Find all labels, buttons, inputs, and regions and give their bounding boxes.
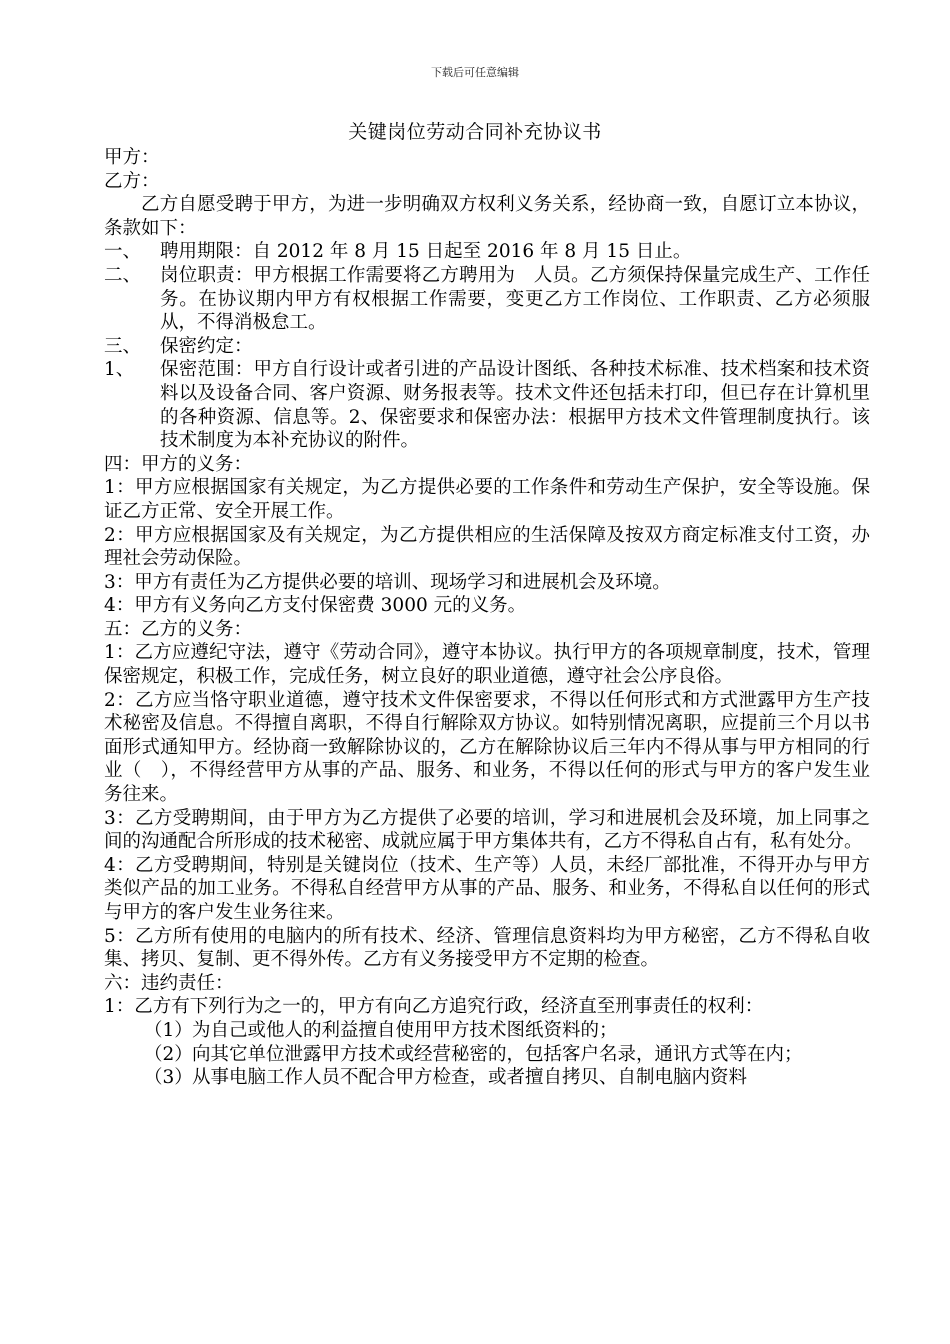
clause-text: 聘用期限：自 2012 年 8 月 15 日起至 2016 年 8 月 15 日止。 [160, 241, 692, 263]
clause-3 [104, 335, 870, 359]
subitem-text: 为自己或他人的利益擅自使用甲方技术图纸资料的； [192, 1019, 618, 1041]
subitem-number: （2） [144, 1043, 193, 1065]
subitem-text: 从事电脑工作人员不配合甲方检查，或者擅自拷贝、自制电脑内资料 [192, 1067, 748, 1089]
intro-paragraph: 乙方自愿受聘于甲方，为进一步明确双方权利义务关系，经协商一致，自愿订立本协议，条款如下： [104, 194, 870, 239]
clause-number: 二、 [104, 264, 142, 286]
section-5-item: 3：乙方受聘期间，由于甲方为乙方提供了必要的培训，学习和进展机会及环境，加上同事之间的沟通配合所形成的技术秘密、成就应属于甲方集体共有，乙方不得私自占有，私有处分。 [104, 807, 870, 853]
section-4-item: 3：甲方有责任为乙方提供必要的培训、现场学习和进展机会及环境。 [104, 571, 671, 593]
document-title: 关键岗位劳动合同补充协议书 [348, 121, 602, 143]
subitem-text: 向其它单位泄露甲方技术或经营秘密的，包括客户名录，通讯方式等在内； [192, 1043, 803, 1065]
section-4-item: 4：甲方有义务向乙方支付保密费 3000 元的义务。 [104, 595, 527, 617]
section-4-item: 2：甲方应根据国家及有关规定，为乙方提供相应的生活保障及按双方商定标准支付工资，办理社会劳动保险。 [104, 524, 870, 570]
section-6-subitem [104, 1066, 870, 1090]
clause-2 [104, 264, 870, 335]
clause-number: 三、 [104, 335, 142, 357]
section-6-item: 1：乙方有下列行为之一的，甲方有向乙方追究行政，经济直至刑事责任的权利： [104, 996, 764, 1018]
section-6-subitem [104, 1043, 870, 1067]
section-4-heading: 四：甲方的义务： [104, 453, 253, 475]
clause-1 [104, 240, 870, 264]
clause-number: 1、 [104, 359, 135, 381]
party-a-line: 甲方： [104, 147, 160, 168]
header-note: 下载后可任意编辑 [431, 66, 519, 79]
clause-text: 岗位职责：甲方根据工作需要将乙方聘用为 人员。乙方须保持保量完成生产、工作任务。在协议期内甲方有权根据工作需要，变更乙方工作岗位、工作职责、乙方必须服从，不得消极怠工。 [160, 264, 870, 334]
subitem-number: （1） [144, 1019, 193, 1041]
section-5-item: 2：乙方应当恪守职业道德，遵守技术文件保密要求，不得以任何形式和方式泄露甲方生产技术秘密及信息。不得擅自离职，不得自行解除双方协议。如特别情况离职，应提前三个月以书面形式通知甲方。经协商一致解除协议的，乙方在解除协议后三年内不得从事与甲方相同的行业（ ），不得经营甲方从事的产品、服务、和业务，不得以任何的形式与甲方的客户发生业务往来。 [104, 689, 870, 806]
section-6-subitem [104, 1019, 870, 1043]
clause-text: 保密范围：甲方自行设计或者引进的产品设计图纸、各种技术标准、技术档案和技术资料以及设备合同、客户资源、财务报表等。技术文件还包括未打印，但已存在计算机里的各种资源、信息等。2、保密要求和保密办法：根据甲方技术文件管理制度执行。该技术制度为本补充协议的附件。 [160, 359, 870, 452]
section-5-item: 4：乙方受聘期间，特别是关键岗位（技术、生产等）人员，未经厂部批准，不得开办与甲方类似产品的加工业务。不得私自经营甲方从事的产品、服务、和业务，不得私自以任何的形式与甲方的客户发生业务往来。 [104, 854, 870, 923]
section-4-item: 1：甲方应根据国家有关规定，为乙方提供必要的工作条件和劳动生产保护，安全等设施。保证乙方正常、安全开展工作。 [104, 477, 870, 522]
section-5-item: 1：乙方应遵纪守法，遵守《劳动合同》，遵守本协议。执行甲方的各项规章制度，技术，管理保密规定，积极工作，完成任务，树立良好的职业道德，遵守社会公序良俗。 [104, 642, 870, 688]
section-6-heading: 六：违约责任： [104, 972, 234, 994]
document-body [104, 146, 870, 1090]
clause-3-1 [104, 358, 870, 452]
section-5-item: 5：乙方所有使用的电脑内的所有技术、经济、管理信息资料均为甲方秘密，乙方不得私自收集、拷贝、复制、更不得外传。乙方有义务接受甲方不定期的检查。 [104, 925, 870, 971]
clause-text: 保密约定： [160, 335, 253, 357]
subitem-number: （3） [144, 1067, 193, 1089]
party-b-line: 乙方： [104, 170, 160, 192]
clause-number: 一、 [104, 241, 142, 263]
section-5-heading: 五：乙方的义务： [104, 618, 253, 640]
